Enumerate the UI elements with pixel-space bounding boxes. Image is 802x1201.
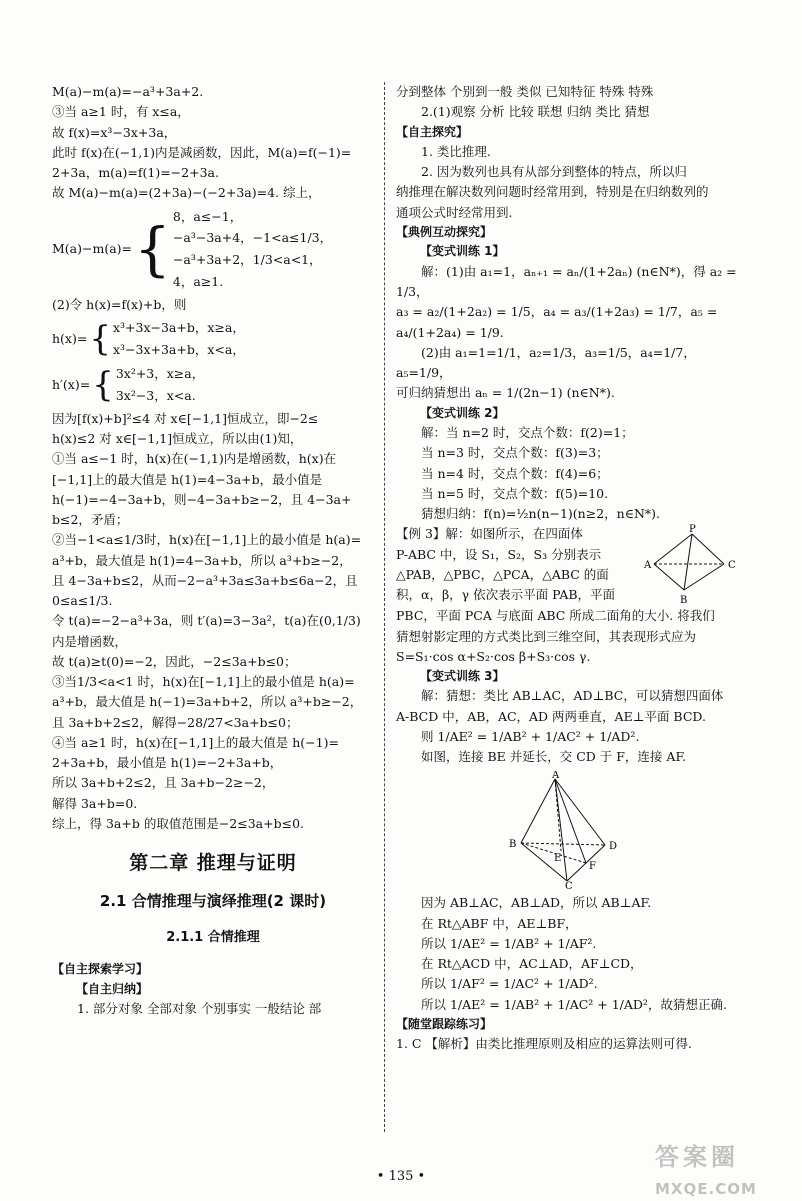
watermark-text: 答案圈 (655, 1143, 739, 1171)
text-line: 1. 类比推理. (421, 143, 491, 159)
label-summary: 【自主归纳】 (76, 981, 149, 996)
chapter-title: 第二章 推理与证明 (129, 852, 297, 874)
text-line: [−1,1]上的最大值是 h(1)=4−3a+b，最小值是 (52, 471, 323, 487)
text-line: 因为 AB⊥AC，AB⊥AD，所以 AB⊥AF. (421, 895, 652, 911)
text-line: 因为[f(x)+b]²≤4 对 x∈[−1,1]恒成立，即−2≤ (52, 410, 319, 426)
text-line: 且 3a+b+2≤2，解得−28/27<3a+b≤0； (52, 714, 299, 730)
text-line: 令 t(a)=−2−a³+3a，则 t′(a)=3−3a²，t(a)在(0,1/3) (52, 613, 361, 629)
case-line: 8，a≤−1， (172, 208, 243, 224)
text-line: 猜想归纳：f(n)=½n(n−1)(n≥2，n∈N*). (421, 506, 660, 521)
text-line: 如图，连接 BE 并延长，交 CD 于 F，连接 AF. (421, 749, 687, 765)
vertex-label: P (689, 524, 696, 536)
case-line: 4，a≥1. (172, 274, 224, 290)
text-line: 猜想射影定理的方式类比到三维空间，其表现形式应为 (396, 628, 697, 644)
variant-3-title: 【变式训练 3】 (420, 669, 505, 683)
vertex-label: D (609, 841, 618, 853)
text-line: 所以 1/AE² = 1/AB² + 1/AF². (421, 935, 597, 951)
piecewise-cases (113, 317, 245, 361)
piecewise-lhs: h′(x)= (52, 376, 91, 392)
left-column (52, 82, 374, 1019)
vertex-label: B (509, 839, 517, 851)
label-examples: 【典例互动探究】 (396, 224, 493, 239)
watermark-url: MXQE.COM (655, 1179, 757, 1198)
edge-line (521, 779, 555, 843)
text-line: 【例 3】解：如图所示，在四面体 (396, 526, 583, 542)
text-line: 1. C 【解析】由类比推理原则及相应的运算法则可得. (396, 1036, 692, 1052)
tetrahedron-abcd-figure (503, 771, 633, 889)
figure-wrapper (396, 771, 740, 889)
text-line: 当 n=4 时，交点个数：f(4)=6； (421, 465, 609, 481)
text-line: 2+3a+b，最小值是 h(1)=−2+3a+b， (52, 755, 283, 770)
text-line: S=S₁·cos α+S₂·cos β+S₃·cos γ. (396, 648, 591, 664)
text-line: ③当1/3<a<1 时，h(x)在[−1,1]上的最小值是 h(a)= (52, 674, 355, 689)
text-line: A-BCD 中，AB，AC，AD 两两垂直，AE⊥平面 BCD. (396, 708, 706, 724)
label-inquiry: 【自主探究】 (396, 124, 469, 139)
piecewise-h (52, 317, 374, 361)
edge-line (555, 779, 605, 845)
variant-1-title: 【变式训练 1】 (420, 244, 505, 259)
case-line: 3x²+3，x≥a， (115, 366, 205, 381)
text-line: ①当 a≤−1 时，h(x)在(−1,1)内是增函数，h(x)在 (52, 451, 337, 467)
text-line: a₃ = a₂/(1+2a₂) = 1/5，a₄ = a₃/(1+2a₃) = 1/7，a₅ = a₄/(1+2a₄) = 1/9. (396, 304, 718, 340)
label-explore: 【自主探索学习】 (52, 962, 149, 977)
right-column (396, 82, 740, 1055)
section-title: 2.1 合情推理与演绎推理(2 课时) (99, 891, 327, 910)
brace-icon: { (134, 215, 171, 284)
text-line: △PAB，△PBC，△PCA，△ABC 的面 (396, 566, 609, 582)
text-line: 故 f(x)=x³−3x+3a， (52, 124, 177, 140)
text-line: M(a)−m(a)=−a³+3a+2. (52, 84, 204, 99)
watermark (655, 1138, 795, 1198)
text-line: 则 1/AE² = 1/AB² + 1/AC² + 1/AD². (421, 728, 640, 744)
text-line: 解：(1)由 a₁=1，aₙ₊₁ = aₙ/(1+2aₙ) (n∈N*)，得 a₂ = 1/3， (396, 263, 737, 300)
example-3-text (396, 524, 640, 606)
text-line: 2. 因为数列也具有从部分到整体的特点，所以归 (421, 164, 687, 180)
vertex-label: F (589, 861, 596, 873)
case-line: x³−3x+3a+b，x<a， (112, 342, 245, 358)
text-line: 分到整体 个别到一般 类似 已知特征 特殊 特殊 (396, 84, 654, 99)
column-divider (384, 82, 385, 1132)
edge-line (684, 534, 692, 590)
edge-line (684, 564, 724, 590)
tetrahedron-pabc-figure (640, 524, 740, 606)
text-line: ③当 a≥1 时，有 x≤a， (52, 104, 190, 120)
text-line: a³+b，最大值是 h(−1)=3a+b+2，所以 a³+b≥−2， (52, 694, 363, 710)
text-line: 在 Rt△ABF 中，AE⊥BF， (421, 915, 578, 931)
text-line: 解：猜想：类比 AB⊥AC，AD⊥BC，可以猜想四面体 (421, 688, 724, 704)
label-practice: 【随堂跟踪练习】 (396, 1016, 493, 1031)
text-line: (2)令 h(x)=f(x)+b，则 (52, 297, 187, 312)
text-line: 所以 1/AF² = 1/AC² + 1/AD². (421, 976, 598, 992)
piecewise-cases (173, 206, 332, 294)
text-line: 2.(1)观察 分析 比较 联想 归纳 类比 猜想 (421, 104, 650, 120)
piecewise-lhs: M(a)−m(a)= (52, 241, 133, 257)
text-line: (2)由 a₁=1=1/1，a₂=1/3，a₃=1/5，a₄=1/7，a₅=1/9， (396, 344, 696, 381)
text-line: h(−1)=−4−3a+b，则−4−3a+b≥−2，且 4−3a+ (52, 491, 352, 507)
text-line: 0≤a≤1/3. (52, 593, 113, 608)
case-line: x³+3x−3a+b，x≥a， (112, 320, 245, 336)
vertex-label: A (552, 771, 560, 782)
text-line: 所以 3a+b+2≤2，且 3a+b−2≥−2， (52, 775, 275, 791)
page-number: • 135 • (376, 1169, 426, 1184)
text-line: 1. 部分对象 全部对象 个别事实 一般结论 部 (77, 1000, 322, 1016)
piecewise-lhs: h(x)= (52, 331, 88, 346)
vertex-label: A (644, 560, 652, 572)
text-line: 2+3a，m(a)=f(1)=−2+3a. (52, 165, 219, 180)
text-line: 可归纳猜想出 aₙ = 1/(2n−1) (n∈N*). (396, 385, 615, 401)
text-line: 且 4−3a+b≤2，从而−2−a³+3a≤3a+b≤6a−2，且 (52, 572, 358, 588)
text-line: 纳推理在解决数列问题时经常用到，特别是在归纳数列的 (396, 184, 709, 200)
vertex-label: C (728, 560, 736, 572)
text-line: 解得 3a+b=0. (52, 795, 138, 811)
text-line: 积，α，β，γ 依次表示平面 PAB，平面 (396, 587, 616, 602)
edge-line (692, 534, 724, 564)
text-line: ②当−1<a≤1/3时，h(x)在[−1,1]上的最小值是 h(a)= (52, 532, 362, 548)
text-line: 所以 1/AE² = 1/AB² + 1/AC² + 1/AD²，故猜想正确. (421, 996, 727, 1012)
brace-icon: { (92, 364, 114, 405)
piecewise-m (52, 206, 374, 294)
piecewise-hprime (52, 363, 374, 407)
text-line: 此时 f(x)在(−1,1)内是减函数，因此，M(a)=f(−1)= (52, 144, 352, 160)
hidden-edge-line (555, 779, 561, 851)
text-line: 当 n=5 时，交点个数：f(5)=10. (421, 485, 609, 501)
vertex-label: E (554, 853, 562, 865)
piecewise-cases (116, 363, 204, 407)
subsection-title: 2.1.1 合情推理 (166, 930, 260, 946)
text-line: b≤2，矛盾； (52, 512, 129, 527)
variant-2-title: 【变式训练 2】 (420, 405, 505, 420)
case-line: −a³+3a+2，1/3<a<1， (172, 252, 322, 268)
vertex-label: B (680, 595, 688, 607)
text-line: a³+b，最大值是 h(1)=4−3a+b，所以 a³+b≥−2， (52, 552, 352, 568)
case-line: −a³−3a+4，−1<a≤1/3， (172, 230, 333, 246)
case-line: 3x²−3，x<a. (115, 387, 196, 403)
text-line: 解：当 n=2 时，交点个数：f(2)=1； (421, 425, 634, 440)
text-line: h(x)≤2 对 x∈[−1,1]恒成立，所以由(1)知， (52, 431, 303, 446)
text-line: P-ABC 中，设 S₁，S₂，S₃ 分别表示 (396, 546, 602, 562)
edge-line (654, 534, 692, 564)
text-line: 综上，得 3a+b 的取值范围是−2≤3a+b≤0. (52, 815, 305, 831)
text-line: 在 Rt△ACD 中，AC⊥AD，AF⊥CD， (421, 956, 643, 972)
text-line: ④当 a≥1 时，h(x)在[−1,1]上的最大值是 h(−1)= (52, 734, 339, 750)
brace-icon: { (89, 319, 111, 360)
text-line: 故 t(a)≥t(0)=−2，因此，−2≤3a+b≤0； (52, 653, 297, 669)
text-line: 故 M(a)−m(a)=(2+3a)−(−2+3a)=4. 综上， (52, 185, 321, 201)
text-line: PBC，平面 PCA 与底面 ABC 所成二面角的大小. 将我们 (396, 608, 715, 624)
text-line: 内是增函数， (52, 633, 128, 649)
text-line: 当 n=3 时，交点个数：f(3)=3； (421, 445, 609, 461)
vertex-label: C (565, 881, 573, 890)
edge-line (654, 564, 684, 590)
text-line: 通项公式时经常用到. (396, 204, 513, 220)
example-3-block (396, 524, 740, 606)
